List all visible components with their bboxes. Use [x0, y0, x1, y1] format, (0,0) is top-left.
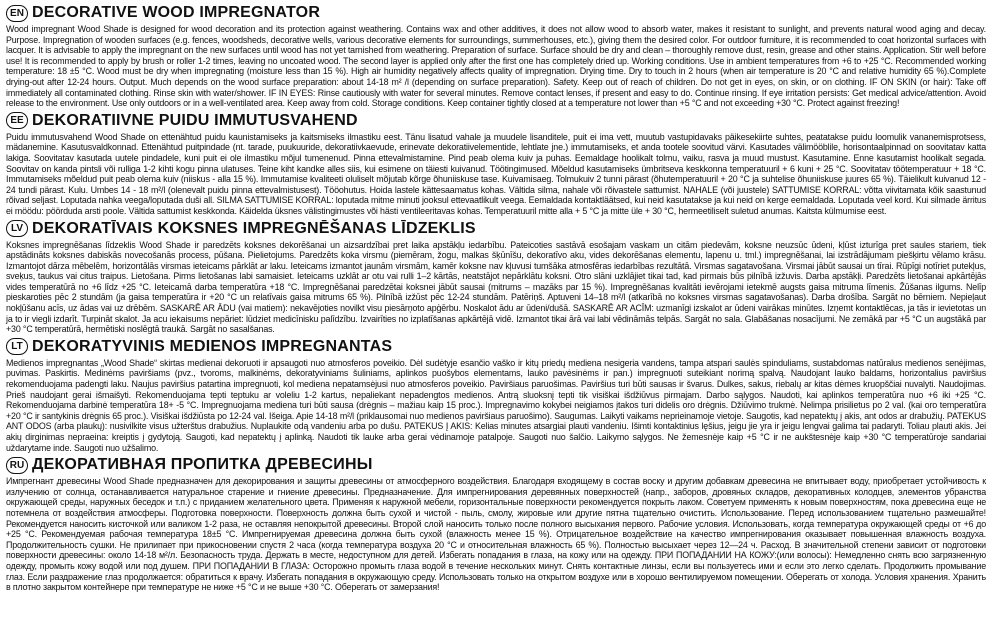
section-title: DEKORATĪVAIS KOKSNES IMPREGNĒŠANAS LĪDZEKLIS — [32, 219, 476, 237]
section-text: Puidu immutusvahend Wood Shade on ettenähtud puidu kaunistamiseks ja kaitsmiseks ilmastiku eest. Tänu lisatud vahale ja muudele lisanditele, puit ei ima vett, muutub vastupidavaks päikesekiirte suhtes, peatatakse puidu loomulik vananemisprotsess, mädanemine. Kasutusvaldkonnad. Ettenähtud puitpindade (nt. tarade, puukuuride, dekoratiivkaevude, erinevate dekoratiivelementide, lehtlate jne.) immutamiseks, et anda tootele soovitud värvi. Kasutades välimööblile, horisontaalpinnad on soovitatav katta lakiga. Soovitatav kasutada uutele pindadele, kuni puit ei ole ilmastiku mõjul tumenenud. Pinna ettevalmistamine. Pind peab olema kuiv ja puhas. Eemaldage hoolikalt tolmu, vaiku, rasva ja muud mustust. Kasutamine. Enne kasutamist hoolikalt segada. Soovitav on kanda pintsli või rulliga 1-2 kihti kogu pinna ulatuses. Teine kiht kandke alles siis, kui esimene on täiesti kuivanud. Töötingimused. Mõeldud kasutamiseks ümbritseva keskkonna temperatuuril + 6 kuni + 25 °C. Soovitatav töötemperatuur + 18 °C. Immutamiseks mõeldud puit peab olema kuiv (niiskus - alla 15 %). Immutamise kvaliteeti oluliselt mõjutab kõrge õhuniiskuse tase. Kuivamisaeg. Tolmukuiv 2 tunni pärast (õhutemperatuuril + 20 °C ja suhtelise õhuniiskuse juures 65 %). Täielikult kuivanud 12 - 24 tundi pärast. Kulu. Umbes 14 - 18 m²/l (olenevalt puidu pinna ettevalmistusest). Tööohutus. Hoida lastele kättesaamatus kohas. Vältida silma, nahale või rõivastele sattumist. NAHALE (või juustele) SATTUMISE KORRAL: võtta viivitamata kõik saastunud rõivad seljast. Loputada nahka veega/loputada duši all. SILMA SATTUMISE KORRAL: loputada mitme minuti jooksul ettevaatlikult veega. Eemaldada kontaktläätsed, kui neid kasutatakse ja kui neid on kerge eemaldada. Loputada veel kord. Kui silmade ärritus ei möödu: pöörduda arsti poole. Vältida sattumist keskkonda. Käidelda üksnes välistingimustes või hästi ventileeritavas kohas. Temperatuuril mitte alla + 5 °C ja mitte üle + 30 °C, hermeetiliselt suletud anumas. Kaitsta külmumise eest. — [6, 131, 986, 216]
language-badge: EE — [6, 112, 28, 129]
section-lv — [6, 219, 986, 335]
section-heading — [6, 219, 986, 239]
language-badge: RU — [6, 457, 28, 474]
language-badge: LT — [6, 338, 28, 355]
section-heading — [6, 3, 986, 23]
language-badge: EN — [6, 5, 28, 22]
section-heading — [6, 111, 986, 131]
section-title: DEKORATYVINIS MEDIENOS IMPREGNANTAS — [32, 337, 393, 355]
section-ee — [6, 111, 986, 217]
section-lt — [6, 337, 986, 453]
section-title: DEKORATIIVNE PUIDU IMMUTUSVAHEND — [32, 111, 358, 129]
section-ru — [6, 455, 986, 593]
language-badge: LV — [6, 220, 28, 237]
section-text: Импрегнант древесины Wood Shade предназначен для декорирования и защиты древесины от атмосферного воздействия. Благодаря входящему в состав воску и другим добавкам древесина не впитывает воду, приобретает устойчивость к излучению от солнца, останавливается натуральное старение и гниение древесины. Предназначение. Для импрегнирования деревянных поверхностей (напр., заборов, дровяных складов, декоративных колодцев, элементов убранства окружающей среды, наружных беседок и т.п.) с приданием желательного цвета. Применяя к наружной мебели, горизонтальные поверхности рекомендуется покрыть лаком. Советуем применять к новым поверхностям, пока древесина еще не потемнела от воздействия атмосферы. Подготовка поверхности. Поверхность должна быть сухой и чистой - пыль, смолу, жировые или другие пятна тщательно очистить. Использование. Перед использованием тщательно размешайте! Рекомендуется наносить кисточкой или валиком 1-2 раза, не оставляя непокрытой древесины. Второй слой наносить только после полного высыхания первого. Рабочие условия. Использовать, когда температура окружающей среды от +6 до +25 °C. Рекомендуемая рабочая температура 18±5 °C. Импрегнируемая древесина должна быть сухой (влажность менее 15 %). Отрицательное воздействие на качество импрегнирования оказывает повышенная влажность воздуха. Продолжительность сушки. Не прилипает при прикосновении спустя 2 часа (когда температура воздуха 20 °C и относительная влажность 65 %). Полностью высыхает через 12—24 ч. Расход. В значительной степени зависит от подготовки поверхности древесины: около 14-18 м²/л. Безопасность труда. Держать в месте, недоступном для детей. Избегать попадания в глаза, на кожу или на одежду. ПРИ ПОПАДАНИИ НА КОЖУ:(или волосы): Немедленно снять всю загрязненную одежду, промыть кожу водой или под душем. ПРИ ПОПАДАНИИ В ГЛАЗА: Осторожно промыть глаза водой в течение нескольких минут. Снять контактные линзы, если вы пользуетесь ими и если это легко сделать. Продолжить промывание глаз. Если раздражение глаз продолжается: обратиться к врачу. Избегать попадания в окружающую среду. Использовать только на открытом воздухе или в хорошо вентилируемом помещении. Оберегать от холода. Условия хранения. Хранить в плотно закрытом контейнере при температуре не ниже +5 °C и не выше +30 °C. Оберегать от замерзания! — [6, 476, 986, 593]
section-text: Wood impregnant Wood Shade is designed for wood decoration and its protection against weathering. Contains wax and other additives, it does not allow wood to absorb water, makes it resistant to sunlight, and prevents natural wood aging and decay. Purpose. Impregnation of wooden surfaces (e.g. fences, woodsheds, decorative wells, various decorative elements for surroundings, summerhouses, etc.), giving them the desired color. For outdoor furniture, it is recommended to coat horizontal surfaces with lacquer. It is advisable to apply the impregnant on the new surfaces until wood has not yet tarnished from weathering. Preparation of surface. Surface should be dry and clean – thoroughly remove dust, resin, grease and other stains. Application. Stir well before use! It is recommended to apply by brush or roller 1-2 times, leaving no uncoated wood. The second layer is applied only after the first one has completely dried up. Working conditions. Use in ambient temperatures from +6 to +25 °C. Recommended working temperature: 18 ±5 °C. Wood must be dry when impregnating (moisture less than 15 %). High air humidity negatively affects quality of impregnation. Drying time. Dry to touch in 2 hours (when air temperature is 20 °C and relative humidity 65 %).Complete drying-out after 12-24 hours. Output. Much depends on the wood surface preparation: about 14-18 m² /l (depending on surface preparation). Safety. Keep out of reach of children. Do not get in eyes, on skin, or on clothing. IF ON SKIN (or hair): Take off immediately all contaminated clothing. Rinse skin with water/shower. IF IN EYES: Rinse cautiously with water for several minutes. Remove contact lenses, if present and easy to do. Continue rinsing. If eye irritation persists: Get medical advice/attention. Avoid release to the environment. Use only outdoors or in a well-ventilated area. Keep away from cold. Storage conditions. Keep container tightly closed at a temperature not lower than +5 °C and not exceeding +30 °C. Protect against freezing! — [6, 24, 986, 109]
section-title: ДЕКОРАТИВНАЯ ПРОПИТКА ДРЕВЕСИНЫ — [32, 456, 373, 474]
section-en — [6, 3, 986, 109]
section-heading — [6, 337, 986, 357]
section-heading — [6, 455, 986, 475]
section-title: DECORATIVE WOOD IMPREGNATOR — [32, 4, 321, 21]
section-text: Koksnes impregnēšanas līdzeklis Wood Shade ir paredzēts koksnes dekorēšanai un aizsardzībai pret laika apstākļu iedarbību. Pateicoties sastāvā esošajam vaskam un citām piedevām, koksne neuzsūc ūdeni, kļūst izturīga pret saules stariem, tiek apstādināts koksnes dabiskās novecošanās process, pūšana. Pielietojums. Paredzēts koka virsmu (piemēram, žogu, malkas šķūnīšu, dekoratīvo aku, vides dekorēšanas elementu, lapenu u. tml.) impregnēšanai, lai izstrādājumam piešķirtu vēlamo krāsu. Izmantojot dārza mēbelēm, horizontālās virsmas ieteicams pārklāt ar laku. Ieteicams izmantot jaunām virsmām, kamēr koksne nav kļuvusi tumšāka atmosfēras iedarbības rezultātā. Virsmas sagatavošana. Virsmai jābūt sausai un tīrai. Rūpīgi notīriet putekļus, sveķus, taukus vai citus traipus. Lietošana. Pirms lietošanas labi samaisiet. Ieteicams uzklāt ar otu vai rulli 1–2 kārtās, neatstājot nepārklātu koksni. Otro slāni uzklājiet tikai tad, kad pirmais būs pilnībā izžuvis. Darba apstākļi. Paredzēts lietošanai apkārtējās vides temperatūrā no +6 līdz +25 °C. Ieteicamā darba temperatūra +18 °C. Impregnēšanai paredzētai koksnei jābūt sausai (mitrums – mazāks par 15 %). Impregnēšanas kvalitāti ievērojami ietekmē augsts gaisa mitruma līmenis. Žūšanas ilgums. Nelīp pieskaroties pēc 2 stundām (ja gaisa temperatūra ir +20 °C un relatīvais gaisa mitrums 65 %). Pilnībā izžūst pēc 12-24 stundām. Patēriņš. Aptuveni 14–18 m²/l (atkarībā no koksnes virsmas sagatavošanas). Darba drošība. Sargāt no bērniem. Nepieļaut nokļūšanu acīs, uz ādas vai uz drēbēm. SASKARĒ AR ĀDU (vai matiem): nekavējoties novilkt visu piesārņoto apģērbu. Noskalot ādu ar ūdeni/dušā. SASKARĒ AR ACĪM: uzmanīgi izskalot ar ūdeni vairākas minūtes. Izņemt kontaktlēcas, ja tās ir ievietotas un ja to ir viegli izdarīt. Turpināt skalot. Ja acu iekaisums nepāriet: lūdziet medicīnisku palīdzību. Izvairīties no izplatīšanas apkārtējā vidē. Izmantot tikai ārā vai labi vēdināmās telpās. Sargāt no sala. Glabāšanas nosacījumi. Ne zemākā par +5 °C un augstākā par +30 °C temperatūrā, hermētiski noslēgtā traukā. Sargāt no sasalšanas. — [6, 239, 986, 335]
section-text: Medienos impregnantas „Wood Shade“ skirtas medienai dekoruoti ir apsaugoti nuo atmosferos poveikio. Dėl sudėtyje esančio vaško ir kitų priedų mediena nesigeria vandens, tampa atspari saulės spinduliams, sustabdomas natūralus medienos senėjimas, puvimas. Paskirtis. Medinėms paviršiams (pvz., tvoroms, malkinėms, dekoratyviniams šuliniams, aplinkos puošybos elementams, lauko pavėsinėms ir pan.) impregnuoti suteikiant norimą spalvą. Naudojant lauko baldams, horizontalius paviršius rekomenduojama padengti laku. Naujus paviršius patartina impregnuoti, kol mediena nepatamsėjusi nuo atmosferos poveikio. Paviršiaus paruošimas. Paviršius turi būti sausas ir švarus. Dulkes, sakus, riebalų ar kitas dėmes kruopščiai nuvalyti. Naudojimas. Prieš naudojant gerai išmaišyti. Rekomenduojama tepti teptuku ar voleliu 1-2 kartus, nepaliekant nepadengtos medienos. Antrą sluoksnį tepti tik visiškai išdžiūvus pirmajam. Darbo sąlygos. Naudoti, kai aplinkos temperatūra nuo +6 iki +25 °C. Rekomenduojama darbinė temperatūra 18+ -5 °C. Impregnuojama mediena turi būti sausa (drėgnis – mažiau kaip 15 proc.). Impregnavimo kokybei neigiamos įtakos turi didelis oro drėgnis. Džiūvimo trukmė. Nelimpa prisilietus po 2 val. (kai oro temperatūra +20 °C ir santykinis drėgnis 65 proc.). Visiškai išdžiūsta po 12-24 val. Išeiga. Apie 14-18 m²/l (priklausomai nuo medienos paviršiaus paruošimo). Saugumas. Laikyti vaikams neprieinamoje vietoje. Saugotis, kad nepatektų į akis, ant odos ar drabužių. PATEKUS ANT ODOS (arba plaukų): nusivilkite visus užterštus drabužius. Nuplaukite odą vandeniu arba po dušu. PATEKUS Į AKIS: Kelias minutes atsargiai plauti vandeniu. Išimti kontaktinius lęšius, jeigu jie yra ir jeigu lengvai galima tai padaryti. Toliau plauti akis. Jei akių dirginimas nepraeina: kreiptis į gydytoją. Saugoti, kad nepatektų į aplinką. Naudoti tik lauke arba gerai vėdinamoje patalpoje. Saugoti nuo šalčio. Laikymo sąlygos. Ne žemesnėje kaip +5 °C ir ne aukštesnėje kaip +30 °C temperatūroje sandariai uždarytame inde. Saugoti nuo užšalimo. — [6, 357, 986, 453]
